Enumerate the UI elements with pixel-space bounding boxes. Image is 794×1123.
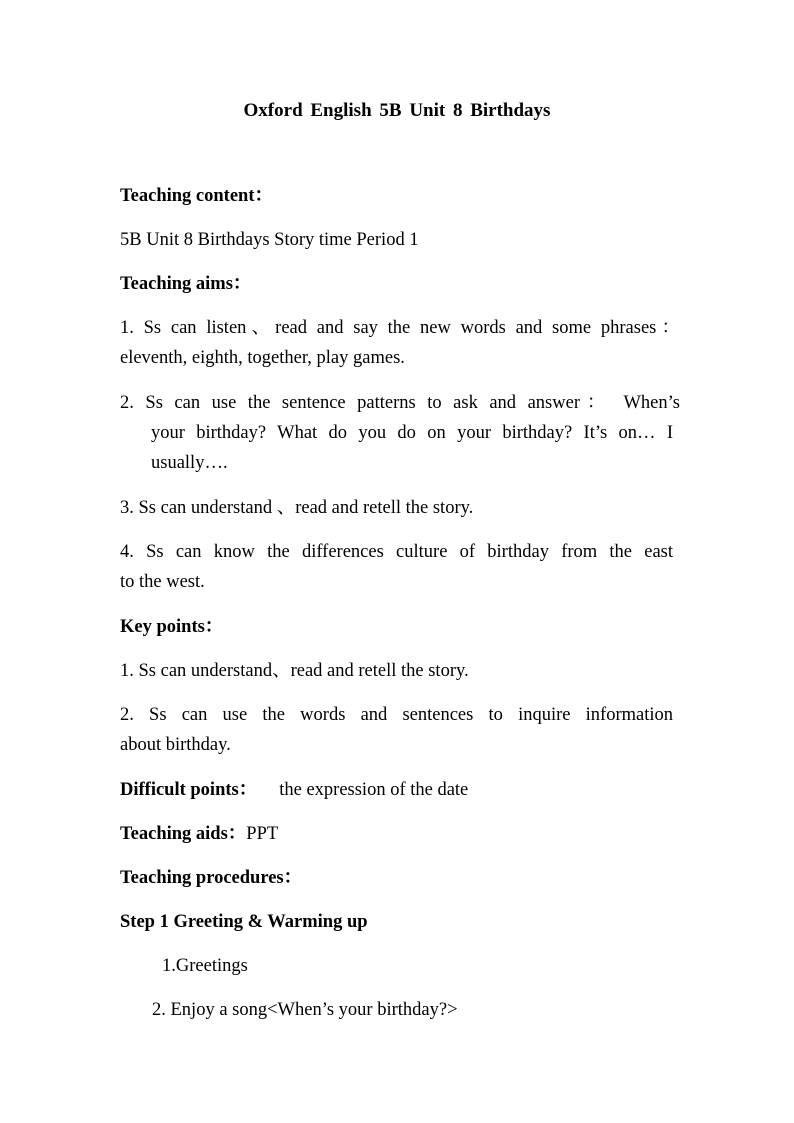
step-1-item-1: 1.Greetings bbox=[162, 956, 248, 976]
aim-2-line-2: your birthday? What do you do on your birthday? It’s on… I bbox=[151, 423, 673, 443]
difficult-points-row bbox=[120, 775, 680, 805]
aim-3-line-1: 3. Ss can understand 、read and retell the story. bbox=[120, 498, 474, 518]
teaching-content-value: 5B Unit 8 Birthdays Story time Period 1 bbox=[120, 230, 419, 250]
aim-1-line-2: eleventh, eighth, together, play games. bbox=[120, 348, 405, 368]
teaching-aids-value: PPT bbox=[246, 824, 279, 844]
key-point-2-line-2: about birthday. bbox=[120, 735, 231, 755]
key-point-2-line-1: 2. Ss can use the words and sentences to inquire information bbox=[120, 705, 673, 725]
aim-2-line-3: usually…. bbox=[151, 453, 228, 473]
difficult-points-label: Difficult points： bbox=[120, 780, 258, 800]
difficult-points-value: the expression of the date bbox=[279, 780, 469, 800]
teaching-aids-row bbox=[120, 819, 680, 849]
teaching-aids-label: Teaching aids： bbox=[120, 824, 247, 844]
step-1-heading: Step 1 Greeting & Warming up bbox=[120, 912, 368, 932]
aim-2-line-1: 2. Ss can use the sentence patterns to ask and answer： When’s bbox=[120, 393, 680, 413]
teaching-aims-label: Teaching aims： bbox=[120, 274, 252, 294]
aim-4-line-1: 4. Ss can know the differences culture of birthday from the east bbox=[120, 542, 673, 562]
key-points-label: Key points： bbox=[120, 617, 224, 637]
key-point-1: 1. Ss can understand、read and retell the story. bbox=[120, 661, 469, 681]
teaching-content-label: Teaching content： bbox=[120, 186, 273, 206]
aim-4-line-2: to the west. bbox=[120, 572, 205, 592]
step-1-item-2: 2. Enjoy a song<When’s your birthday?> bbox=[152, 1000, 458, 1020]
document-title: Oxford English 5B Unit 8 Birthdays bbox=[243, 100, 551, 121]
aim-1-line-1: 1. Ss can listen、read and say the new words and some phrases： bbox=[120, 318, 680, 338]
teaching-procedures-label: Teaching procedures： bbox=[120, 868, 303, 888]
